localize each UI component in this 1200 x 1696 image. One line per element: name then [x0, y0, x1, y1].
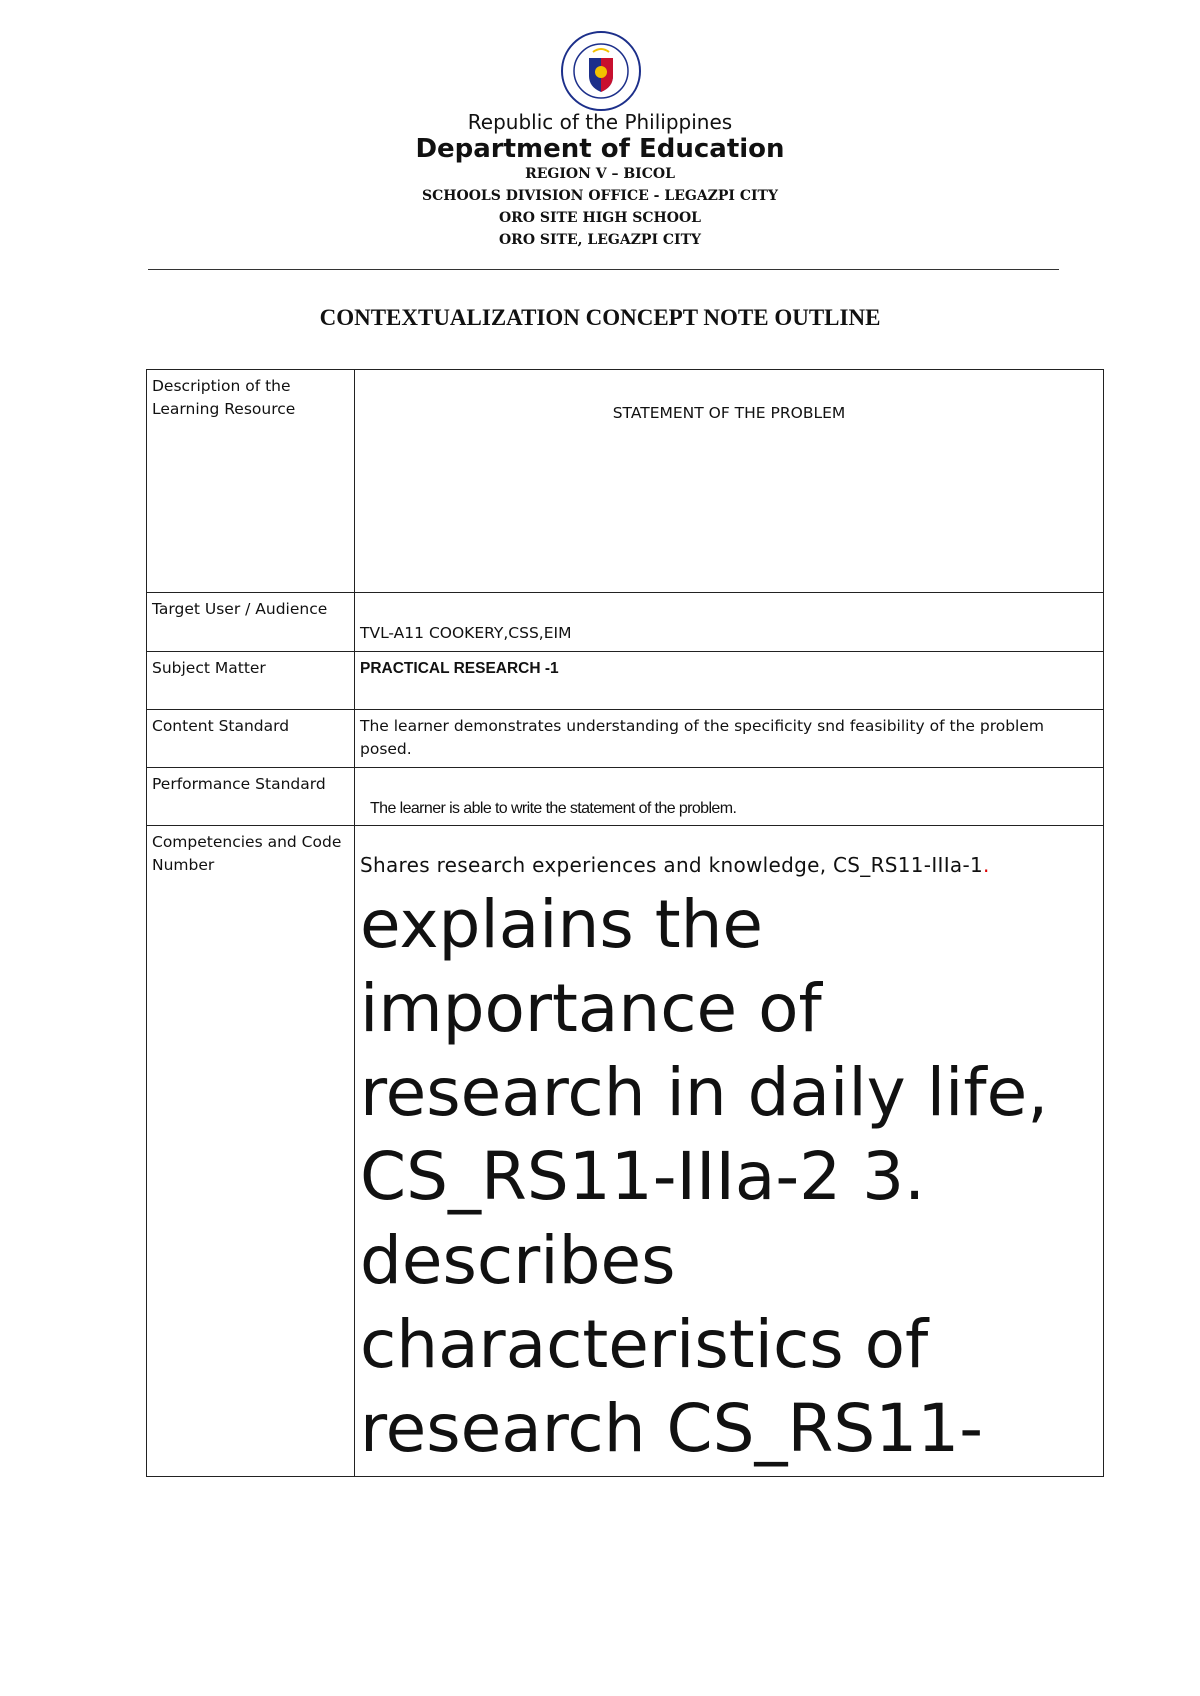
- row-value-content: The learner demonstrates understanding of the specificity snd feasibility of the problem posed.: [355, 710, 1104, 768]
- header-division: SCHOOLS DIVISION OFFICE - LEGAZPI CITY: [422, 188, 778, 204]
- row-label-content: Content Standard: [147, 710, 355, 768]
- row-label-performance: Performance Standard: [147, 768, 355, 826]
- row-value-competencies: [355, 826, 1104, 1477]
- competency-first-text: Shares research experiences and knowledge, CS_RS11-IIIa-1: [360, 853, 984, 877]
- header-address: ORO SITE, LEGAZPI CITY: [498, 232, 701, 248]
- document-title: CONTEXTUALIZATION CONCEPT NOTE OUTLINE: [319, 305, 881, 330]
- row-value-description: [355, 370, 1104, 593]
- row-label-subject: Subject Matter: [147, 652, 355, 710]
- deped-seal-icon: [560, 30, 642, 112]
- table-row: [147, 826, 1104, 1477]
- table-row: [147, 710, 1104, 768]
- header-republic: Republic of the Philippines: [467, 110, 733, 134]
- header-department: Department of Education: [415, 134, 785, 164]
- header-divider: [148, 269, 1059, 270]
- table-row: [147, 652, 1104, 710]
- row-label-target: Target User / Audience: [147, 593, 355, 652]
- target-value: TVL-A11 COOKERY,CSS,EIM: [360, 624, 572, 642]
- row-label-competencies: Competencies and Code Number: [147, 826, 355, 1477]
- row-value-target: [355, 593, 1104, 652]
- row-value-performance: [355, 768, 1104, 826]
- subject-value: PRACTICAL RESEARCH -1: [360, 660, 559, 677]
- performance-value: The learner is able to write the statement of the problem.: [370, 800, 737, 817]
- row-value-subject: [355, 652, 1104, 710]
- competency-first: [360, 851, 1098, 879]
- header-region: REGION V – BICOL: [525, 166, 675, 182]
- competency-large-text: explains the importance of research in daily life, CS_RS11-IIIa-2 3. describes characteristics of research CS_RS11-: [360, 886, 1049, 1467]
- header-school: ORO SITE HIGH SCHOOL: [498, 210, 702, 226]
- table-row: [147, 370, 1104, 593]
- description-value: STATEMENT OF THE PROBLEM: [612, 404, 846, 422]
- table-row: [147, 768, 1104, 826]
- row-label-description: Description of the Learning Resource: [147, 370, 355, 593]
- table-row: [147, 593, 1104, 652]
- concept-note-table: [146, 369, 1104, 1477]
- competency-first-tail: .: [983, 853, 990, 877]
